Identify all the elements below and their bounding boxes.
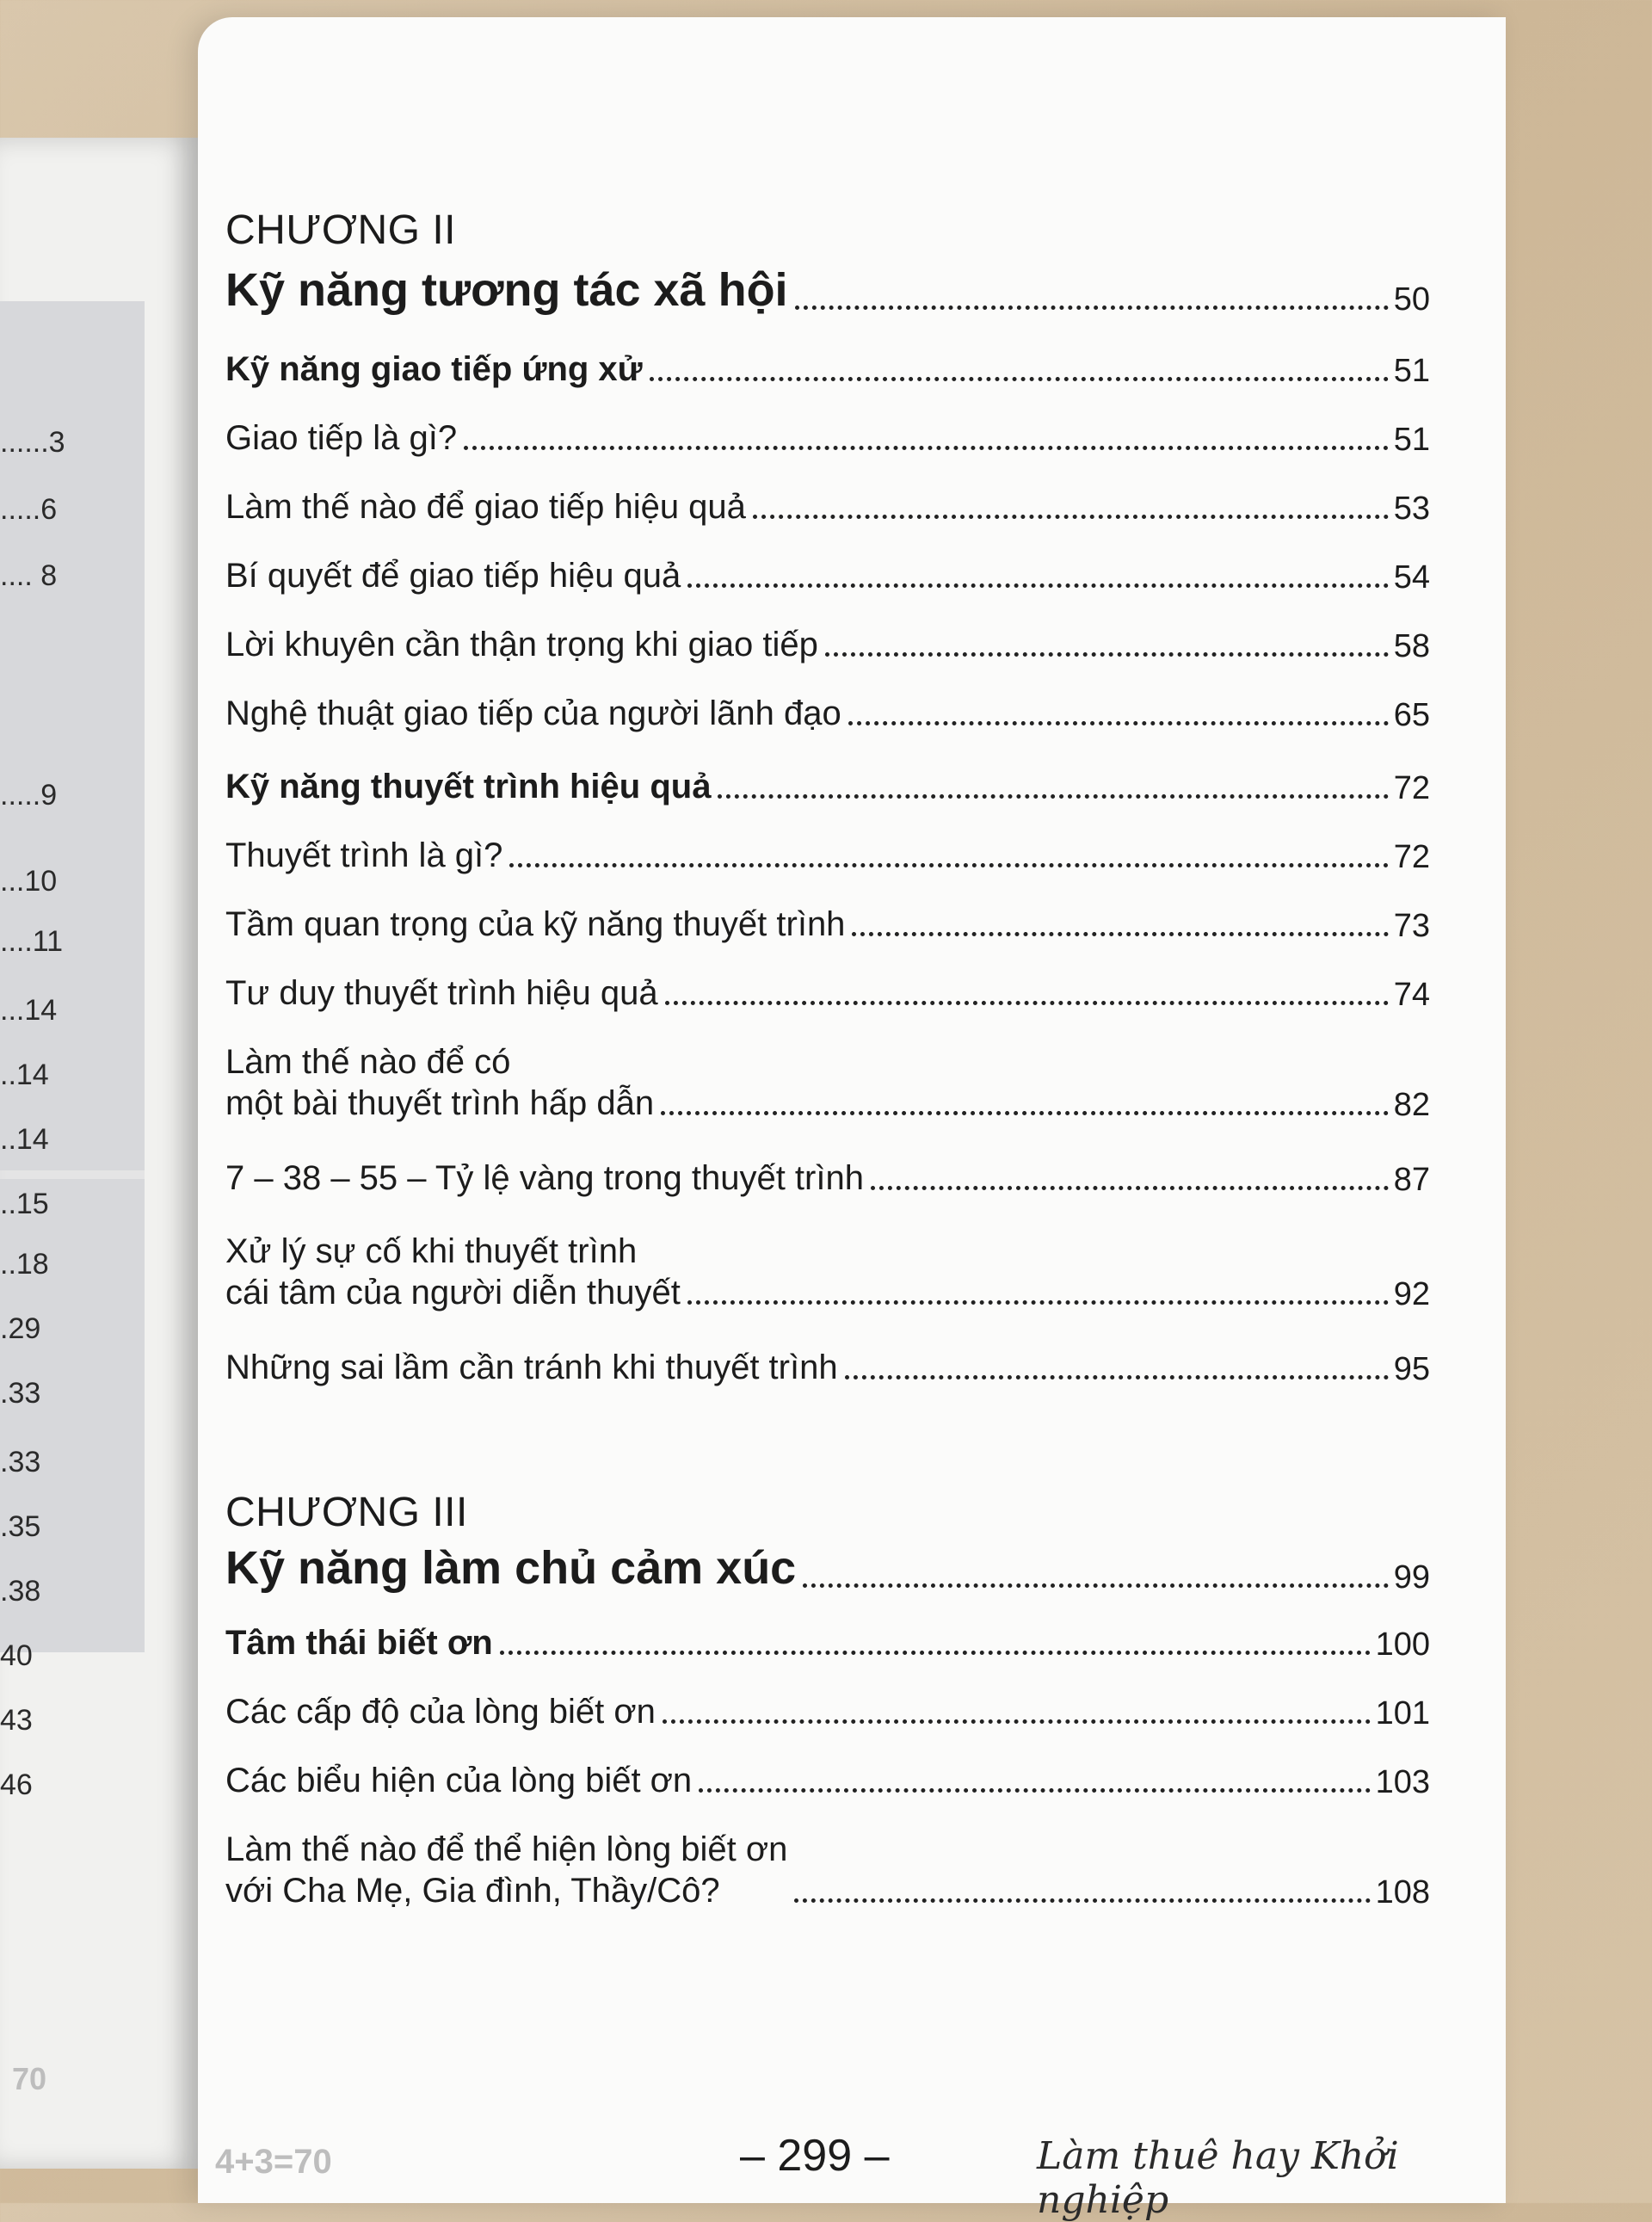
toc-entry-title: Tâm thái biết ơn	[225, 1624, 493, 1662]
toc-entry-title	[225, 1041, 654, 1124]
toc-entry-page: 53	[1393, 491, 1430, 527]
toc-entry-page: 50	[1393, 281, 1430, 318]
toc-entry	[225, 904, 1430, 945]
toc-entry-title-line: với Cha Mẹ, Gia đình, Thầy/Cô?	[225, 1872, 720, 1910]
dot-leader	[500, 1651, 1371, 1655]
dot-leader	[650, 377, 1389, 381]
toc-entry	[225, 1231, 1430, 1313]
page-number: – 299 –	[740, 2131, 890, 2181]
toc-entry	[225, 624, 1430, 665]
dot-leader	[699, 1788, 1370, 1793]
left-page	[0, 138, 198, 2169]
toc-entry-title: Kỹ năng thuyết trình hiệu quả	[225, 768, 712, 805]
toc-entry-title-line: một bài thuyết trình hấp dẫn	[225, 1084, 655, 1122]
toc-entry	[225, 1622, 1430, 1663]
toc-entry-title: Những sai lầm cần tránh khi thuyết trình	[225, 1349, 838, 1386]
dot-leader	[852, 932, 1388, 936]
left-page-footer: 70	[12, 2061, 47, 2096]
toc-entry-title	[225, 1829, 787, 1911]
toc-entry-page: 65	[1393, 697, 1430, 733]
left-page-number: ...14	[0, 994, 58, 1027]
toc-entry-page: 101	[1375, 1695, 1430, 1731]
toc-entry-page: 87	[1393, 1162, 1430, 1198]
toc-entry-page: 95	[1393, 1351, 1430, 1387]
dot-leader	[845, 1375, 1389, 1379]
toc-entry-title-line: Xử lý sự cố khi thuyết trình	[225, 1232, 638, 1270]
toc-entry	[225, 1041, 1430, 1124]
toc-entry-page: 54	[1393, 559, 1430, 596]
toc-entry-title: Các biểu hiện của lòng biết ơn	[225, 1762, 693, 1799]
dot-leader	[464, 446, 1389, 450]
toc-entry-page: 72	[1393, 839, 1430, 875]
dot-leader	[687, 583, 1388, 588]
left-page-number: 43	[0, 1704, 33, 1737]
toc-entry	[225, 1829, 1430, 1911]
toc-entry	[225, 1691, 1430, 1732]
left-page-number: ..18	[0, 1248, 49, 1281]
toc-entry-title: Nghệ thuật giao tiếp của người lãnh đạo	[225, 694, 841, 732]
dot-leader	[803, 1583, 1389, 1588]
dot-leader	[687, 1300, 1389, 1305]
toc-entry-title	[225, 1231, 681, 1313]
toc-entry	[225, 1540, 1430, 1596]
left-page-number: .33	[0, 1446, 41, 1478]
toc-entry-page: 73	[1393, 908, 1430, 944]
book-page	[198, 17, 1506, 2222]
toc-entry-title: Giao tiếp là gì?	[225, 419, 458, 457]
left-page-number: .... 8	[0, 559, 58, 592]
left-page-number: .....9	[0, 779, 58, 812]
dot-leader	[871, 1186, 1389, 1190]
toc-entry-title-line: Làm thế nào để thể hiện lòng biết ơn	[225, 1830, 788, 1868]
left-page-number: ..14	[0, 1059, 49, 1091]
left-page-number: .35	[0, 1510, 41, 1543]
footer-logo-text: 4+3=70	[215, 2143, 332, 2181]
dot-leader	[753, 515, 1389, 519]
toc-entry-title-line: cái tâm của người diễn thuyết	[225, 1274, 681, 1312]
toc-entry-page: 74	[1393, 977, 1430, 1013]
dot-leader	[848, 721, 1389, 725]
dot-leader	[718, 794, 1388, 799]
toc-entry-title: 7 – 38 – 55 – Tỷ lệ vàng trong thuyết trình	[225, 1159, 864, 1197]
toc-entry	[225, 1157, 1430, 1199]
toc-entry-title: Các cấp độ của lòng biết ơn	[225, 1693, 656, 1731]
toc-entry-title: Tư duy thuyết trình hiệu quả	[225, 974, 658, 1012]
toc-entry-title: Làm thế nào để giao tiếp hiệu quả	[225, 488, 746, 526]
toc-entry	[225, 486, 1430, 528]
toc-entry	[225, 693, 1430, 734]
toc-entry	[225, 262, 1430, 318]
toc-entry	[225, 835, 1430, 876]
toc-entry	[225, 555, 1430, 596]
left-page-number: 40	[0, 1639, 33, 1672]
toc-entry-page: 51	[1393, 353, 1430, 389]
left-page-number: .....6	[0, 493, 58, 526]
dot-leader	[794, 1898, 1370, 1903]
left-page-number: 46	[0, 1768, 33, 1801]
left-page-number: .33	[0, 1377, 41, 1410]
toc-entry-title: Bí quyết để giao tiếp hiệu quả	[225, 557, 681, 595]
toc-entry-page: 99	[1393, 1558, 1430, 1596]
dot-leader	[825, 652, 1389, 657]
toc-entry	[225, 972, 1430, 1014]
left-page-number: ....11	[0, 925, 64, 958]
dot-leader	[663, 1719, 1371, 1724]
left-page-number: .38	[0, 1575, 41, 1608]
toc-entry-page: 51	[1393, 422, 1430, 458]
toc-entry-title: Thuyết trình là gì?	[225, 836, 503, 874]
toc-entry-title: Tầm quan trọng của kỹ năng thuyết trình	[225, 905, 846, 943]
toc-entry-page: 100	[1375, 1626, 1430, 1663]
chapter-label: CHƯƠNG III	[225, 1490, 468, 1535]
book-title-footer: Làm thuê hay Khởi nghiệp	[1037, 2134, 1399, 2222]
toc-entry-page: 82	[1393, 1087, 1430, 1123]
left-page-number: ..15	[0, 1188, 49, 1220]
toc-entry-title: Kỹ năng giao tiếp ứng xử	[225, 350, 643, 388]
toc-entry-title: Kỹ năng tương tác xã hội	[225, 264, 788, 316]
toc-entry-page: 92	[1393, 1276, 1430, 1312]
dot-leader	[795, 306, 1389, 310]
dot-leader	[509, 863, 1388, 867]
dot-leader	[665, 1001, 1389, 1005]
toc-entry-page: 108	[1375, 1874, 1430, 1910]
toc-entry-page: 103	[1375, 1764, 1430, 1800]
toc-entry-page: 58	[1393, 628, 1430, 664]
toc-entry-title: Lời khuyên cần thận trọng khi giao tiếp	[225, 626, 818, 664]
left-page-number: ......3	[0, 426, 65, 459]
toc-entry	[225, 417, 1430, 459]
dot-leader	[661, 1111, 1389, 1115]
toc-entry-page: 72	[1393, 770, 1430, 806]
toc-entry	[225, 349, 1430, 390]
chapter-label: CHƯƠNG II	[225, 207, 456, 253]
toc-entry-title: Kỹ năng làm chủ cảm xúc	[225, 1542, 797, 1594]
toc-entry	[225, 1760, 1430, 1801]
left-page-number: .29	[0, 1312, 41, 1345]
toc-entry	[225, 766, 1430, 807]
toc-entry-title-line: Làm thế nào để có	[225, 1043, 511, 1081]
left-page-number: ...10	[0, 865, 58, 898]
toc-entry	[225, 1347, 1430, 1388]
left-page-number: ..14	[0, 1123, 49, 1156]
